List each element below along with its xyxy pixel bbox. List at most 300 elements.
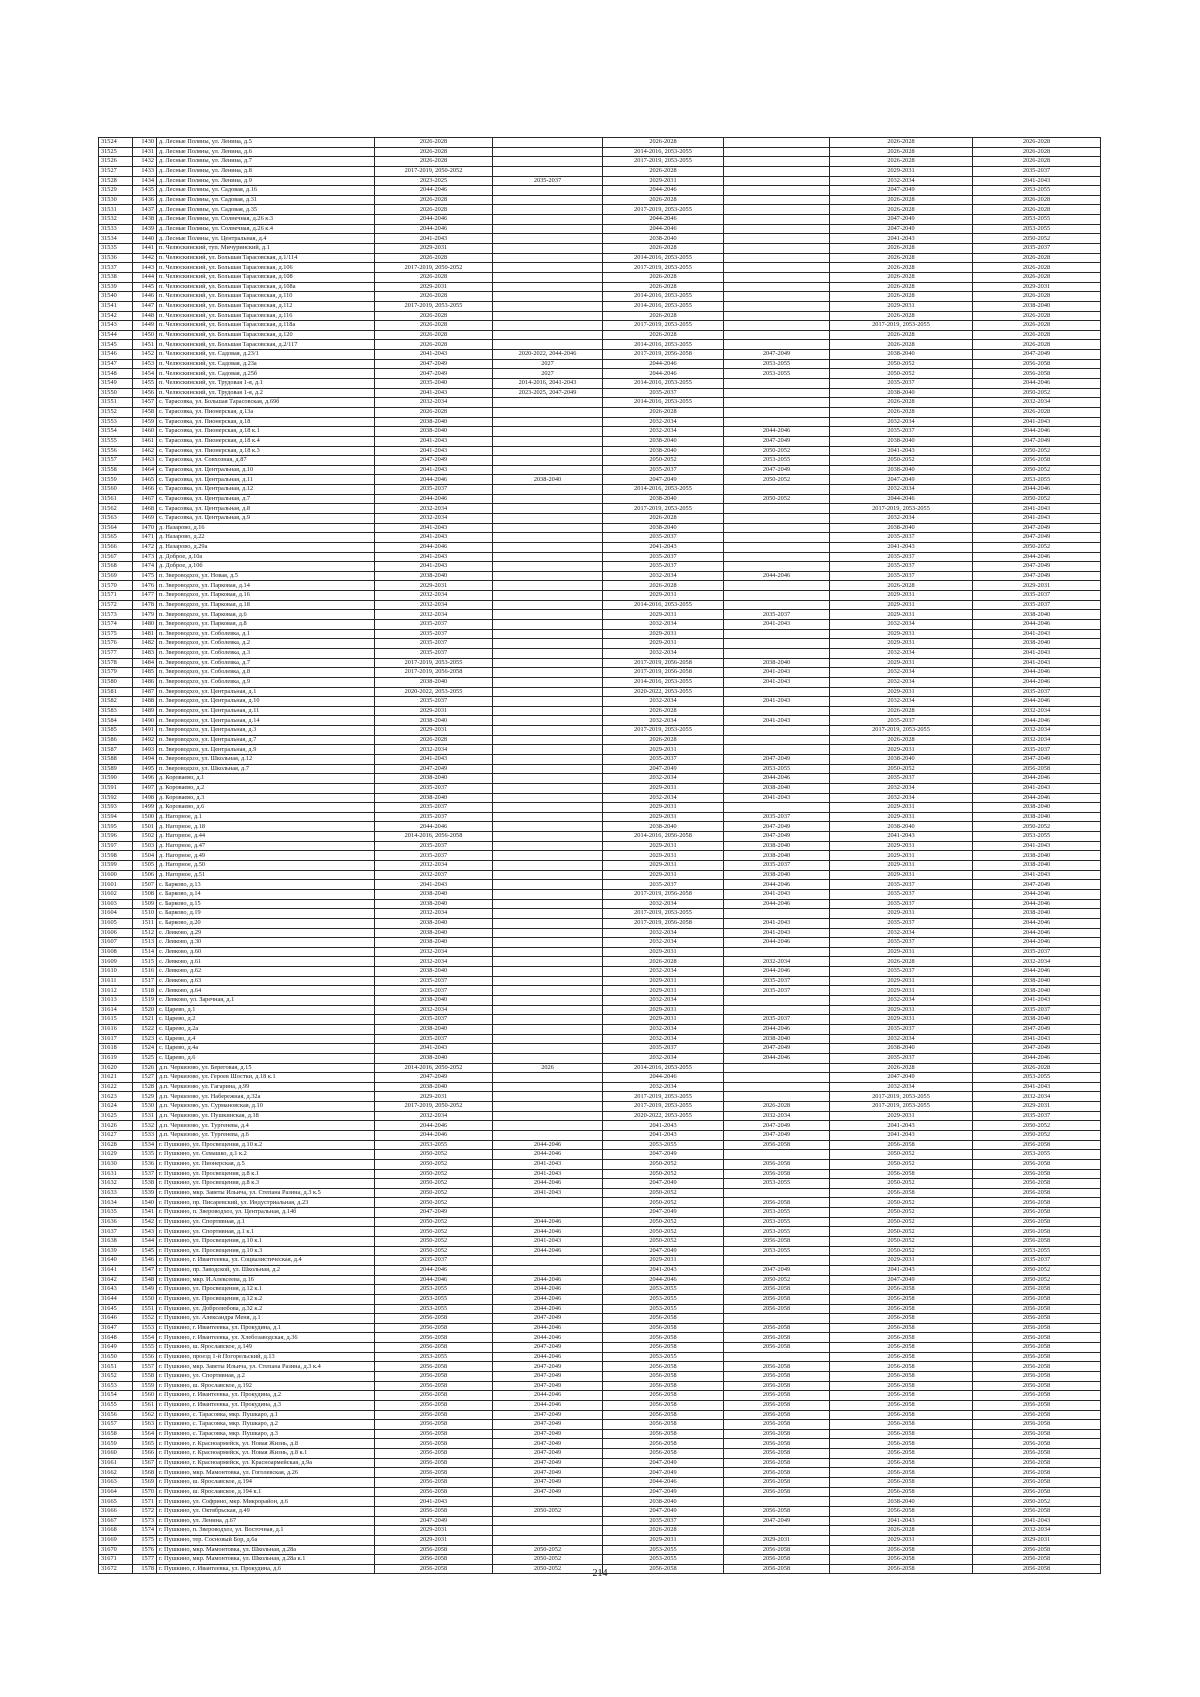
- period-cell-2: 2047-2049: [493, 1449, 603, 1459]
- table-row: [99, 1082, 1101, 1092]
- period-cell-5: 2050-2052: [830, 1150, 973, 1160]
- period-cell-3: 2041-2043: [603, 1265, 724, 1275]
- period-cell-6: 2053-2055: [973, 224, 1101, 234]
- period-cell-6: 2056-2058: [973, 1439, 1101, 1449]
- address-cell: д. Лесные Поляны, ул. Садовая, д.16: [157, 186, 375, 196]
- period-cell-6: 2050-2052: [973, 465, 1101, 475]
- address-cell: п. Звероводхоз, ул. Центральная, д.9: [157, 745, 375, 755]
- row-number-cell: 1508: [133, 889, 157, 899]
- row-id-cell: 31648: [99, 1333, 133, 1343]
- address-cell: г. Пушкино, ул. Просвещения, д.10 к.2: [157, 1140, 375, 1150]
- row-number-cell: 1431: [133, 147, 157, 157]
- address-cell: п. Звероводхоз, ул. Парковая, д.18: [157, 600, 375, 610]
- table-row: [99, 986, 1101, 996]
- period-cell-4: 2044-2046: [724, 571, 830, 581]
- period-cell-3: 2044-2046: [603, 1478, 724, 1488]
- period-cell-2: [493, 986, 603, 996]
- period-cell-1: 2044-2046: [375, 475, 493, 485]
- period-cell-2: [493, 648, 603, 658]
- row-number-cell: 1484: [133, 658, 157, 668]
- period-cell-6: 2035-2037: [973, 244, 1101, 254]
- period-cell-6: 2041-2043: [973, 996, 1101, 1006]
- table-row: [99, 735, 1101, 745]
- period-cell-2: [493, 918, 603, 928]
- row-id-cell: 31595: [99, 822, 133, 832]
- address-cell: г. Пушкино, ш. Ярославское, д.149: [157, 1343, 375, 1353]
- period-cell-3: 2041-2043: [603, 1130, 724, 1140]
- period-cell-6: 2047-2049: [973, 436, 1101, 446]
- row-number-cell: 1474: [133, 562, 157, 572]
- address-cell: д. Лесные Поляны, ул. Ленина, д.5: [157, 138, 375, 148]
- period-cell-5: 2047-2049: [830, 1073, 973, 1083]
- address-cell: с. Царево, д.4а: [157, 1044, 375, 1054]
- period-cell-4: [724, 600, 830, 610]
- period-cell-5: 2056-2058: [830, 1285, 973, 1295]
- period-cell-4: 2041-2043: [724, 668, 830, 678]
- period-cell-4: 2050-2052: [724, 446, 830, 456]
- address-cell: с. Левково, д.30: [157, 938, 375, 948]
- period-cell-1: 2035-2037: [375, 976, 493, 986]
- period-cell-6: 2044-2046: [973, 552, 1101, 562]
- period-cell-5: 2026-2028: [830, 1526, 973, 1536]
- period-cell-3: 2032-2034: [603, 938, 724, 948]
- address-cell: д.п. Черкизово, ул. Береговая, д.15: [157, 1063, 375, 1073]
- period-cell-5: 2029-2031: [830, 687, 973, 697]
- row-id-cell: 31588: [99, 755, 133, 765]
- period-cell-5: 2056-2058: [830, 1564, 973, 1574]
- period-cell-2: 2047-2049: [493, 1372, 603, 1382]
- period-cell-5: 2029-2031: [830, 639, 973, 649]
- period-cell-3: 2029-2031: [603, 1005, 724, 1015]
- period-cell-2: [493, 1198, 603, 1208]
- period-cell-1: 2035-2037: [375, 812, 493, 822]
- row-id-cell: 31566: [99, 542, 133, 552]
- row-number-cell: 1539: [133, 1188, 157, 1198]
- table-row: [99, 832, 1101, 842]
- period-cell-6: 2056-2058: [973, 1468, 1101, 1478]
- period-cell-2: 2023-2025, 2047-2049: [493, 388, 603, 398]
- period-cell-3: 2035-2037: [603, 562, 724, 572]
- row-id-cell: 31654: [99, 1391, 133, 1401]
- address-cell: п. Челюскинский, ул. Большая Тарасовская, д.2/117: [157, 340, 375, 350]
- row-number-cell: 1509: [133, 899, 157, 909]
- period-cell-5: 2038-2040: [830, 465, 973, 475]
- period-cell-1: 2050-2052: [375, 1246, 493, 1256]
- row-id-cell: 31606: [99, 928, 133, 938]
- period-cell-2: [493, 1092, 603, 1102]
- period-cell-1: 2029-2031: [375, 282, 493, 292]
- period-cell-2: 2044-2046: [493, 1333, 603, 1343]
- period-cell-4: 2056-2058: [724, 1400, 830, 1410]
- address-cell: с. Тарасовка, ул. Центральная, д.7: [157, 494, 375, 504]
- row-number-cell: 1559: [133, 1381, 157, 1391]
- row-id-cell: 31611: [99, 976, 133, 986]
- row-number-cell: 1458: [133, 407, 157, 417]
- table-row: [99, 427, 1101, 437]
- row-number-cell: 1557: [133, 1362, 157, 1372]
- period-cell-2: [493, 957, 603, 967]
- period-cell-6: 2044-2046: [973, 485, 1101, 495]
- row-number-cell: 1554: [133, 1333, 157, 1343]
- period-cell-3: 2014-2016, 2053-2055: [603, 398, 724, 408]
- row-id-cell: 31647: [99, 1323, 133, 1333]
- period-cell-4: 2047-2049: [724, 1044, 830, 1054]
- period-cell-6: 2041-2043: [973, 841, 1101, 851]
- period-cell-1: 2047-2049: [375, 764, 493, 774]
- row-number-cell: 1565: [133, 1439, 157, 1449]
- table-row: [99, 870, 1101, 880]
- period-cell-6: 2056-2058: [973, 1429, 1101, 1439]
- period-cell-6: 2053-2055: [973, 1150, 1101, 1160]
- period-cell-4: 2050-2052: [724, 475, 830, 485]
- row-id-cell: 31544: [99, 330, 133, 340]
- period-cell-1: 2026-2028: [375, 311, 493, 321]
- row-id-cell: 31545: [99, 340, 133, 350]
- address-cell: с. Левково, д.64: [157, 986, 375, 996]
- period-cell-5: 2041-2043: [830, 1121, 973, 1131]
- row-id-cell: 31530: [99, 195, 133, 205]
- period-cell-1: 2041-2043: [375, 234, 493, 244]
- table-row: [99, 581, 1101, 591]
- period-cell-4: 2041-2043: [724, 793, 830, 803]
- period-cell-5: 2047-2049: [830, 215, 973, 225]
- period-cell-4: [724, 1314, 830, 1324]
- period-cell-6: 2056-2058: [973, 1487, 1101, 1497]
- address-cell: д.п. Черкизово, ул. Сурмановская, д.10: [157, 1102, 375, 1112]
- period-cell-1: 2056-2058: [375, 1439, 493, 1449]
- period-cell-1: 2050-2052: [375, 1179, 493, 1189]
- period-cell-1: 2044-2046: [375, 1130, 493, 1140]
- period-cell-2: [493, 234, 603, 244]
- period-cell-5: 2026-2028: [830, 330, 973, 340]
- row-id-cell: 31665: [99, 1497, 133, 1507]
- table-row: [99, 918, 1101, 928]
- row-number-cell: 1451: [133, 340, 157, 350]
- period-cell-2: 2044-2046: [493, 1217, 603, 1227]
- table-row: [99, 1237, 1101, 1247]
- period-cell-3: 2047-2049: [603, 475, 724, 485]
- period-cell-2: [493, 706, 603, 716]
- period-cell-5: 2032-2034: [830, 485, 973, 495]
- period-cell-5: 2032-2034: [830, 793, 973, 803]
- period-cell-3: 2056-2058: [603, 1333, 724, 1343]
- period-cell-2: 2044-2046: [493, 1352, 603, 1362]
- period-cell-6: 2056-2058: [973, 1208, 1101, 1218]
- table-row: [99, 571, 1101, 581]
- table-row: [99, 417, 1101, 427]
- address-cell: с. Тарасовка, ул. Центральная, д.11: [157, 475, 375, 485]
- row-number-cell: 1479: [133, 610, 157, 620]
- period-cell-5: 2029-2031: [830, 986, 973, 996]
- table-row: [99, 1468, 1101, 1478]
- row-number-cell: 1568: [133, 1468, 157, 1478]
- period-cell-4: 2047-2049: [724, 1121, 830, 1131]
- period-cell-6: 2035-2037: [973, 687, 1101, 697]
- period-cell-6: 2044-2046: [973, 967, 1101, 977]
- row-number-cell: 1518: [133, 986, 157, 996]
- period-cell-2: 2047-2049: [493, 1420, 603, 1430]
- period-cell-5: 2017-2019, 2053-2055: [830, 726, 973, 736]
- period-cell-5: 2029-2031: [830, 658, 973, 668]
- row-number-cell: 1499: [133, 803, 157, 813]
- period-cell-3: 2056-2058: [603, 1314, 724, 1324]
- period-cell-5: 2029-2031: [830, 1256, 973, 1266]
- period-cell-1: 2026-2028: [375, 253, 493, 263]
- period-cell-5: 2047-2049: [830, 1275, 973, 1285]
- row-number-cell: 1497: [133, 783, 157, 793]
- period-cell-1: 2056-2058: [375, 1564, 493, 1574]
- address-cell: с. Царево, д.2: [157, 1015, 375, 1025]
- table-row: [99, 157, 1101, 167]
- row-id-cell: 31621: [99, 1073, 133, 1083]
- period-cell-1: 2041-2043: [375, 1497, 493, 1507]
- row-number-cell: 1577: [133, 1555, 157, 1565]
- row-number-cell: 1514: [133, 947, 157, 957]
- period-cell-6: 2056-2058: [973, 1420, 1101, 1430]
- table-row: [99, 1121, 1101, 1131]
- table-row: [99, 1535, 1101, 1545]
- table-row: [99, 195, 1101, 205]
- period-cell-4: 2056-2058: [724, 1410, 830, 1420]
- period-cell-3: 2014-2016, 2053-2055: [603, 253, 724, 263]
- period-cell-3: 2053-2055: [603, 1352, 724, 1362]
- row-number-cell: 1529: [133, 1092, 157, 1102]
- table-row: [99, 398, 1101, 408]
- period-cell-4: [724, 523, 830, 533]
- row-id-cell: 31585: [99, 726, 133, 736]
- row-number-cell: 1522: [133, 1024, 157, 1034]
- table-row: [99, 552, 1101, 562]
- period-cell-4: [724, 648, 830, 658]
- period-cell-3: 2017-2019, 2053-2055: [603, 1102, 724, 1112]
- period-cell-2: 2047-2049: [493, 1468, 603, 1478]
- period-cell-2: 2044-2046: [493, 1391, 603, 1401]
- table-row: [99, 1410, 1101, 1420]
- period-cell-5: 2056-2058: [830, 1314, 973, 1324]
- row-id-cell: 31651: [99, 1362, 133, 1372]
- row-number-cell: 1485: [133, 668, 157, 678]
- row-id-cell: 31541: [99, 301, 133, 311]
- address-cell: п. Челюскинский, ул. Большая Тарасовская, д.106: [157, 263, 375, 273]
- period-cell-3: 2032-2034: [603, 417, 724, 427]
- address-cell: д. Нагорное, д.44: [157, 832, 375, 842]
- address-cell: г. Пушкино, п. Звероводхоз, ул. Центральная, д.14б: [157, 1208, 375, 1218]
- table-row: [99, 629, 1101, 639]
- period-cell-4: [724, 1082, 830, 1092]
- period-cell-3: 2047-2049: [603, 1468, 724, 1478]
- period-cell-3: 2026-2028: [603, 706, 724, 716]
- row-number-cell: 1578: [133, 1564, 157, 1574]
- period-cell-2: [493, 783, 603, 793]
- period-cell-3: 2056-2058: [603, 1420, 724, 1430]
- period-cell-5: 2029-2031: [830, 1111, 973, 1121]
- period-cell-5: 2050-2052: [830, 1237, 973, 1247]
- period-cell-2: 2044-2046: [493, 1275, 603, 1285]
- address-cell: г. Пушкино, пр. Заводской, ул. Школьная, д.2: [157, 1265, 375, 1275]
- period-cell-3: 2038-2040: [603, 1497, 724, 1507]
- period-cell-4: [724, 533, 830, 543]
- period-cell-2: [493, 889, 603, 899]
- row-number-cell: 1498: [133, 793, 157, 803]
- period-cell-1: 2038-2040: [375, 928, 493, 938]
- period-cell-2: [493, 658, 603, 668]
- address-cell: г. Пушкино, ул. Спортивная, д.1: [157, 1217, 375, 1227]
- row-number-cell: 1519: [133, 996, 157, 1006]
- period-cell-1: 2053-2055: [375, 1352, 493, 1362]
- row-number-cell: 1478: [133, 600, 157, 610]
- address-cell: д. Лесные Поляны, ул. Солнечная, д.26 к.3: [157, 215, 375, 225]
- row-id-cell: 31628: [99, 1140, 133, 1150]
- period-cell-5: 2056-2058: [830, 1304, 973, 1314]
- row-id-cell: 31571: [99, 591, 133, 601]
- period-cell-6: 2044-2046: [973, 697, 1101, 707]
- period-cell-3: 2020-2022, 2053-2055: [603, 1111, 724, 1121]
- row-number-cell: 1575: [133, 1535, 157, 1545]
- period-cell-1: 2044-2046: [375, 215, 493, 225]
- period-cell-2: [493, 552, 603, 562]
- row-number-cell: 1461: [133, 436, 157, 446]
- period-cell-1: 2044-2046: [375, 186, 493, 196]
- period-cell-4: [724, 388, 830, 398]
- address-cell: г. Пушкино, г. Красноармейск, ул. Новая Жизнь, д.8: [157, 1439, 375, 1449]
- period-cell-6: 2050-2052: [973, 388, 1101, 398]
- address-cell: п. Звероводхоз, ул. Центральная, д.1: [157, 687, 375, 697]
- period-cell-2: [493, 793, 603, 803]
- period-cell-2: 2047-2049: [493, 1381, 603, 1391]
- address-cell: с. Царево, д.1: [157, 1005, 375, 1015]
- row-number-cell: 1526: [133, 1063, 157, 1073]
- period-cell-5: 2026-2028: [830, 1063, 973, 1073]
- table-row: [99, 186, 1101, 196]
- table-row: [99, 465, 1101, 475]
- row-number-cell: 1467: [133, 494, 157, 504]
- period-cell-2: 2050-2052: [493, 1506, 603, 1516]
- period-cell-6: 2035-2037: [973, 1256, 1101, 1266]
- period-cell-5: 2026-2028: [830, 706, 973, 716]
- address-cell: с. Левково, д.62: [157, 967, 375, 977]
- period-cell-5: 2050-2052: [830, 1208, 973, 1218]
- table-row: [99, 909, 1101, 919]
- period-cell-5: 2029-2031: [830, 976, 973, 986]
- period-cell-5: 2032-2034: [830, 996, 973, 1006]
- period-cell-1: 2056-2058: [375, 1429, 493, 1439]
- period-cell-6: 2056-2058: [973, 456, 1101, 466]
- period-cell-2: 2041-2043: [493, 1237, 603, 1247]
- period-cell-4: 2056-2058: [724, 1458, 830, 1468]
- period-cell-3: 2032-2034: [603, 774, 724, 784]
- period-cell-3: 2029-2031: [603, 851, 724, 861]
- period-cell-5: 2035-2037: [830, 533, 973, 543]
- row-id-cell: 31567: [99, 552, 133, 562]
- row-number-cell: 1450: [133, 330, 157, 340]
- period-cell-6: 2044-2046: [973, 928, 1101, 938]
- period-cell-3: 2029-2031: [603, 745, 724, 755]
- period-cell-6: 2047-2049: [973, 523, 1101, 533]
- row-id-cell: 31547: [99, 359, 133, 369]
- row-id-cell: 31641: [99, 1265, 133, 1275]
- period-cell-1: 2056-2058: [375, 1362, 493, 1372]
- period-cell-4: 2041-2043: [724, 677, 830, 687]
- period-cell-2: [493, 533, 603, 543]
- period-cell-5: 2029-2031: [830, 841, 973, 851]
- period-cell-4: 2047-2049: [724, 822, 830, 832]
- row-number-cell: 1475: [133, 571, 157, 581]
- period-cell-1: 2032-2034: [375, 513, 493, 523]
- period-cell-1: 2035-2037: [375, 697, 493, 707]
- period-cell-1: 2038-2040: [375, 996, 493, 1006]
- row-number-cell: 1562: [133, 1410, 157, 1420]
- period-cell-4: 2041-2043: [724, 620, 830, 630]
- period-cell-3: 2047-2049: [603, 1179, 724, 1189]
- row-number-cell: 1567: [133, 1458, 157, 1468]
- address-cell: г. Пушкино, ул. Просвещения, д.12 к.2: [157, 1294, 375, 1304]
- row-number-cell: 1560: [133, 1391, 157, 1401]
- table-row: [99, 1275, 1101, 1285]
- table-row: [99, 1053, 1101, 1063]
- period-cell-4: [724, 1256, 830, 1266]
- period-cell-5: 2050-2052: [830, 369, 973, 379]
- period-cell-4: 2029-2031: [724, 1535, 830, 1545]
- period-cell-5: 2029-2031: [830, 861, 973, 871]
- row-number-cell: 1500: [133, 812, 157, 822]
- table-row: [99, 1362, 1101, 1372]
- row-id-cell: 31666: [99, 1506, 133, 1516]
- address-cell: с. Тарасовка, ул. Пионерская, д.18 к.3: [157, 446, 375, 456]
- address-cell: г. Пушкино, тер. Сосновый Бор, д.6а: [157, 1535, 375, 1545]
- period-cell-5: 2035-2037: [830, 379, 973, 389]
- period-cell-6: 2053-2055: [973, 832, 1101, 842]
- row-number-cell: 1443: [133, 263, 157, 273]
- period-cell-6: 2026-2028: [973, 147, 1101, 157]
- row-id-cell: 31662: [99, 1468, 133, 1478]
- row-id-cell: 31590: [99, 774, 133, 784]
- period-cell-2: [493, 523, 603, 533]
- row-number-cell: 1496: [133, 774, 157, 784]
- period-cell-5: 2026-2028: [830, 157, 973, 167]
- row-number-cell: 1517: [133, 976, 157, 986]
- period-cell-2: 2026: [493, 1063, 603, 1073]
- period-cell-5: 2032-2034: [830, 668, 973, 678]
- period-cell-5: 2050-2052: [830, 1159, 973, 1169]
- table-row: [99, 1352, 1101, 1362]
- period-cell-5: 2026-2028: [830, 581, 973, 591]
- period-cell-1: 2044-2046: [375, 822, 493, 832]
- period-cell-1: 2032-2034: [375, 600, 493, 610]
- address-cell: г. Пушкино, г. Красноармейск, ул. Новая Жизнь, д.8 к.1: [157, 1449, 375, 1459]
- period-cell-4: [724, 687, 830, 697]
- period-cell-6: 2047-2049: [973, 880, 1101, 890]
- row-number-cell: 1486: [133, 677, 157, 687]
- period-cell-6: 2056-2058: [973, 1564, 1101, 1574]
- row-id-cell: 31604: [99, 909, 133, 919]
- period-cell-1: 2032-2034: [375, 398, 493, 408]
- row-number-cell: 1490: [133, 716, 157, 726]
- table-row: [99, 1102, 1101, 1112]
- period-cell-3: 2032-2034: [603, 996, 724, 1006]
- period-cell-3: 2056-2058: [603, 1439, 724, 1449]
- period-cell-1: 2035-2037: [375, 803, 493, 813]
- period-cell-2: [493, 215, 603, 225]
- row-id-cell: 31659: [99, 1439, 133, 1449]
- period-cell-4: 2032-2034: [724, 957, 830, 967]
- row-id-cell: 31551: [99, 398, 133, 408]
- row-number-cell: 1515: [133, 957, 157, 967]
- period-cell-2: [493, 504, 603, 514]
- period-cell-2: [493, 1111, 603, 1121]
- table-row: [99, 234, 1101, 244]
- period-cell-5: 2056-2058: [830, 1294, 973, 1304]
- row-number-cell: 1503: [133, 841, 157, 851]
